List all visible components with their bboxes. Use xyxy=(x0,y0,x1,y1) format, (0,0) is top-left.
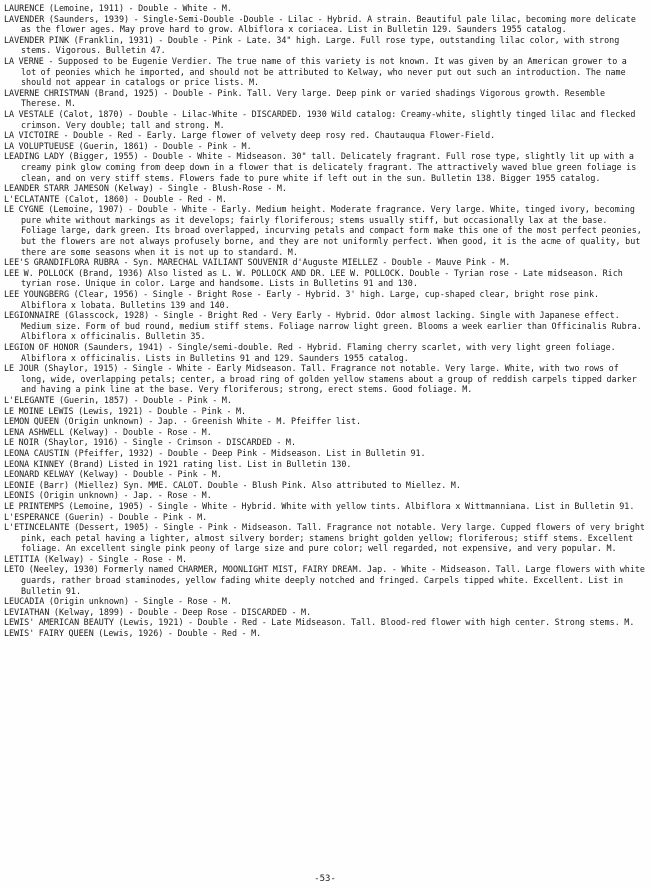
entry: LAURENCE (Lemoine, 1911) - Double - White - M. xyxy=(4,3,232,13)
entry: LETO (Neeley, 1930) Formerly named CHARMER, MOONLIGHT MIST, FAIRY DREAM. Jap. - White - Midseason. Tall. Large flowers with white guards, rather broad staminodes, yellow fading white deeply notched and fringed. Carpels tipped white. Excellent. List in Bulletin 91. xyxy=(4,564,645,596)
entry: LEADING LADY (Bigger, 1955) - Double - White - Midseason. 30" tall. Delicately fragrant. Full rose type, slightly lit up with a creamy pink glow coming from deep down in a flower that is delicately fragrant. The attractively waved blue green foliage is clean, and on very stiff stems. Flowers fade to pure white if left out in the sun. Bulletin 138. Bigger 1955 catalog. xyxy=(4,151,637,183)
entry: L'ESPERANCE (Guerin) - Double - Pink - M. xyxy=(4,511,208,522)
entry: LEONARD KELWAY (Kelway) - Double - Pink - M. xyxy=(4,469,222,480)
entry: LA VERNE - Supposed to be Eugenie Verdier. The true name of this variety is not known. It was given by an American grower to a lot of peonies which he imported, and should not be attributed to Kelway, who never put out such an introduction. The name should not appear in catalogs or price lists. M. xyxy=(4,55,627,88)
entry: LEONIS (Origin unknown) - Jap. - Rose - M. xyxy=(4,490,212,501)
entry: LEGION OF HONOR (Saunders, 1941) - Single/semi-double. Red - Hybrid. Flaming cherry scarlet, with very light green foliage. Albiflora x officinalis. Lists in Bulletins 91 and 129. Saunders 1955 catalog. xyxy=(4,342,616,363)
entry: L'ELEGANTE (Guerin, 1857) - Double - Pink - M. xyxy=(4,394,232,405)
entry: LAVERNE CHRISTMAN (Brand, 1925) - Double - Pink. Tall. Very large. Deep pink or varied shadings Vigorous growth. Resemble Therese. M. xyxy=(4,87,606,109)
entry: LEVIATHAN (Kelway, 1899) - Double - Deep Rose - DISCARDED - M. xyxy=(4,606,312,617)
entry: L'ECLATANTE (Calot, 1860) - Double - Red - M. xyxy=(4,193,227,204)
entry: LE JOUR (Shaylor, 1915) - Single - White - Early Midseason. Tall. Fragrance not notable. Very large. White, with two rows of long, wide, overlapping petals; center, a broad ring of golden yellow stamens about a group of reddish carpels tipped darker and having a pink line at the base. Very floriferous; strong, erect stems. Good foliage. M. xyxy=(4,363,637,395)
entry: LEONA KINNEY (Brand) Listed in 1921 rating list. List in Bulletin 130. xyxy=(4,458,352,469)
entry: LE NOIR (Shaylor, 1916) - Single - Crimson - DISCARDED - M. xyxy=(4,437,296,448)
entry: LE MOINE LEWIS (Lewis, 1921) - Double - Pink - M. xyxy=(4,405,247,416)
entry: LA VESTALE (Calot, 1870) - Double - Lilac-White - DISCARDED. 1930 Wild catalog: Creamy-white, slightly tinged lilac and flecked crimson. Very double; tall and strong. M. xyxy=(4,108,636,130)
entry: LEE W. POLLOCK (Brand, 1936) Also listed as L. W. POLLOCK AND DR. LEE W. POLLOCK. Double - Tyrian rose - Late midseason. Rich tyrian rose. Unique in color. Large and handsome. Lists in Bulletins 91 and 130. xyxy=(4,267,623,289)
entry: LEGIONNAIRE (Glasscock, 1928) - Single - Bright Red - Very Early - Hybrid. Odor almost lacking. Single with Japanese effect. Medium size. Form of bud round, medium stiff stems. Foliage narrow light green. Blooms a week earlier than Officinalis Rubra. Albiflora x officinalis. Bulletin 35. xyxy=(4,310,642,342)
entry: LEE YOUNGBERG (Clear, 1956) - Single - Bright Rose - Early - Hybrid. 3' high. Large, cup-shaped clear, bright rose pink. Albiflora x lobata. Bulletins 139 and 140. xyxy=(4,289,600,310)
entry: LEWIS' AMERICAN BEAUTY (Lewis, 1921) - Double - Red - Late Midseason. Tall. Blood-red flower with high center. Strong stems. M. xyxy=(4,617,635,628)
entry: LENA ASHWELL (Kelway) - Double - Rose - M. xyxy=(4,426,212,437)
page-number: -53- xyxy=(314,874,336,884)
entry: LE CYGNE (Lemoine, 1907) - Double - White - Early. Medium height. Moderate fragrance. Very large. White, tinged ivory, becoming pure white without markings as it develops; fairly floriferous; stems usually stiff, but occasionally lax at the base. Foliage large, dark green. Its broad overlapped, incurving petals and compact form make this one of the most perfect peonies, but the flowers are not always profusely borne, and they are not uniformly perfect. When good, it is the acme of quality, but there are some seasons when it is not up to standard. M. xyxy=(4,204,642,257)
entry: LETITIA (Kelway) - Single - Rose - M. xyxy=(4,553,188,564)
entry: L'ETINCELANTE (Dessert, 1905) - Single - Pink - Midseason. Tall. Fragrance not notable. Very large. Cupped flowers of very bright pink, each petal having a lighter, almost silvery border; stamens bright golden yellow; floriferous; stiff stems. Excellent foliage. An excellent single pink peony of large size and pure color; well regarded, not expensive, and very popular. M. xyxy=(4,522,645,554)
entry: LEMON QUEEN (Origin unknown) - Jap. - Greenish White - M. Pfeiffer list. xyxy=(4,416,362,427)
entry: LEONIE (Barr) (Miellez) Syn. MME. CALOT. Double - Blush Pink. Also attributed to Miellez. M. xyxy=(4,479,461,490)
entry: LA VICTOIRE - Double - Red - Early. Large flower of velvety deep rosy red. Chautauqua Flower-Field. xyxy=(4,130,496,141)
entry: LEUCADIA (Origin unknown) - Single - Rose - M. xyxy=(4,596,232,607)
entry: LEANDER STARR JAMESON (Kelway) - Single - Blush-Rose - M. xyxy=(4,183,287,194)
entry: LA VOLUPTUEUSE (Guerin, 1861) - Double - Pink - M. xyxy=(4,140,252,151)
entry: LE PRINTEMPS (Lemoine, 1905) - Single - White - Hybrid. White with yellow tints. Albiflora x Wittmanniana. List in Bulletin 91. xyxy=(4,500,635,511)
entry: LEWIS' FAIRY QUEEN (Lewis, 1926) - Double - Red - M. xyxy=(4,628,262,639)
entry: LEE'S GRANDIFLORA RUBRA - Syn. MARECHAL VAILIANT SOUVENIR d'Auguste MIELLEZ - Double - Mauve Pink - M. xyxy=(4,257,511,268)
entry: LEONA CAUSTIN (Pfeiffer, 1932) - Double - Deep Pink - Midseason. List in Bulletin 91. xyxy=(4,447,426,458)
entry-list xyxy=(4,3,646,639)
entry: LAVENDER PINK (Franklin, 1931) - Double - Pink - Late. 34" high. Large. Full rose type, outstanding lilac color, with strong stems. Vigorous. Bulletin 47. xyxy=(4,34,620,56)
entry: LAVENDER (Saunders, 1939) - Single-Semi-Double -Double - Lilac - Hybrid. A strain. Beautiful pale lilac, becoming more delicate as the flower ages. May prove hard to grow. Albiflora x coriacea. List in Bulletin 129. Saunders 1955 catalog. xyxy=(4,13,636,35)
